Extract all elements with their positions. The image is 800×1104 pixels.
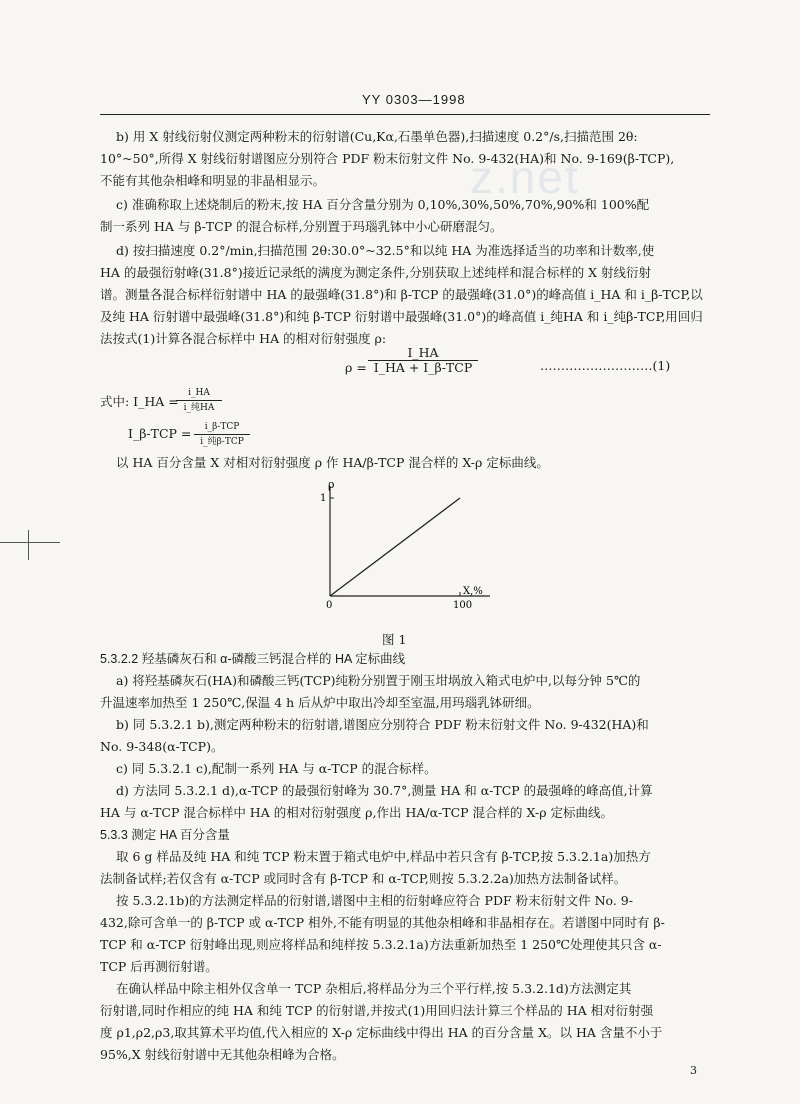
where-label-2: I_β-TCP =: [128, 426, 192, 441]
s533-p2-line: TCP 后再测衍射谱。: [100, 959, 218, 974]
where-fraction-2: [194, 420, 250, 449]
s5322-a-line: 升温速率加热至 1 250℃,保温 4 h 后从炉中取出冷却至室温,用玛瑙乳钵研细。: [100, 695, 540, 710]
s533-p2-line: TCP 和 α-TCP 衍射峰出现,则应将样品和纯样按 5.3.2.1a)方法重新加热至 1 250℃处理使其只含 α-: [100, 937, 662, 952]
x-axis-label: X,%: [463, 586, 483, 597]
calibration-line: [330, 498, 460, 596]
where-denominator-1: i_纯HA: [183, 403, 215, 413]
s533-p3-line: 95%,X 射线衍射谱中无其他杂相峰为合格。: [100, 1047, 345, 1062]
formula-1-tag: ………………………(1): [540, 358, 671, 373]
where-fraction-1: [176, 386, 222, 415]
y-axis-label: ρ: [328, 478, 335, 491]
calibration-chart: [300, 476, 500, 616]
where-label: 式中: I_HA =: [100, 394, 179, 409]
s5322-b-line: No. 9-348(α-TCP)。: [100, 739, 224, 754]
para-b1-line: 不能有其他杂相峰和明显的非晶相显示。: [100, 173, 326, 188]
y-tick-label: 1: [320, 493, 327, 504]
page-number: 3: [690, 1064, 697, 1077]
figure-caption: 图 1: [382, 632, 407, 647]
formula-1-numerator: I_HA: [368, 346, 478, 361]
x-tick-label: 0: [326, 600, 333, 611]
s5322-a-line: a) 将羟基磷灰石(HA)和磷酸三钙(TCP)纯粉分别置于刚玉坩埚放入箱式电炉中,以每分钟 5℃的: [116, 673, 641, 688]
crop-mark-horizontal: [0, 542, 60, 543]
s533-p3-line: 在确认样品中除主相外仅含单一 TCP 杂相后,将样品分为三个平行样,按 5.3.2.1d)方法测定其: [116, 981, 632, 996]
s533-p3-line: 度 ρ1,ρ2,ρ3,取其算术平均值,代入相应的 X-ρ 定标曲线中得出 HA 的百分含量 X。以 HA 含量不小于: [100, 1025, 663, 1040]
section-title-533: 5.3.3 测定 HA 百分含量: [100, 828, 230, 842]
s533-p2-line: 按 5.3.2.1b)的方法测定样品的衍射谱,谱图中主相的衍射峰应符合 PDF 粉末衍射文件 No. 9-: [116, 893, 633, 908]
watermark-text: z.net: [470, 151, 580, 203]
header-rule: [100, 114, 710, 115]
para-c1-line: 制一系列 HA 与 β-TCP 的混合标样,分别置于玛瑙乳钵中小心研磨混匀。: [100, 219, 503, 234]
para-d1-line: 谱。测量各混合标样衍射谱中 HA 的最强峰(31.8°)和 β-TCP 的最强峰(31.0°)的峰高值 i_HA 和 i_β-TCP,以: [100, 287, 703, 302]
formula-1-lhs: ρ =: [345, 360, 367, 375]
s5322-b-line: b) 同 5.3.2.1 b),测定两种粉末的衍射谱,谱图应分别符合 PDF 粉末衍射文件 No. 9-432(HA)和: [116, 717, 649, 732]
para-c1-line: c) 准确称取上述烧制后的粉末,按 HA 百分含量分别为 0,10%,30%,50%,70%,90%和 100%配: [116, 197, 650, 212]
formula-1-fraction: [368, 346, 478, 375]
para-b1-line: b) 用 X 射线衍射仪测定两种粉末的衍射谱(Cu,Kα,石墨单色器),扫描速度 0.2°/s,扫描范围 2θ:: [116, 129, 638, 144]
where-denominator-2: i_纯β-TCP: [200, 437, 244, 447]
crop-mark-vertical: [28, 530, 29, 560]
where-numerator-1: i_HA: [176, 386, 222, 401]
para-d1-line: 及纯 HA 衍射谱中最强峰(31.8°)和纯 β-TCP 衍射谱中最强峰(31.0°)的峰高值 i_纯HA 和 i_纯β-TCP,用回归: [100, 309, 703, 324]
para-d1-line: d) 按扫描速度 0.2°/min,扫描范围 2θ:30.0°~32.5°和以纯 HA 为准选择适当的功率和计数率,使: [116, 243, 655, 258]
para-b1-line: 10°~50°,所得 X 射线衍射谱图应分别符合 PDF 粉末衍射文件 No. 9-432(HA)和 No. 9-169(β-TCP),: [100, 151, 675, 166]
s533-p1-line: 取 6 g 样品及纯 HA 和纯 TCP 粉末置于箱式电炉中,样品中若只含有 β-TCP,按 5.3.2.1a)加热方: [116, 849, 651, 864]
s5322-d-line: d) 方法同 5.3.2.1 d),α-TCP 的最强衍射峰为 30.7°,测量 HA 和 α-TCP 的最强峰的峰高值,计算: [116, 783, 653, 798]
s5322-c-line: c) 同 5.3.2.1 c),配制一系列 HA 与 α-TCP 的混合标样。: [116, 761, 437, 776]
s5322-d-line: HA 与 α-TCP 混合标样中 HA 的相对衍射强度 ρ,作出 HA/α-TCP 混合样的 X-ρ 定标曲线。: [100, 805, 614, 820]
figure-intro-text: 以 HA 百分含量 X 对相对衍射强度 ρ 作 HA/β-TCP 混合样的 X-ρ 定标曲线。: [116, 455, 549, 470]
section-title-5322: 5.3.2.2 羟基磷灰石和 α-磷酸三钙混合样的 HA 定标曲线: [100, 652, 406, 666]
x-tick-label: 100: [453, 600, 473, 611]
s533-p1-line: 法制备试样;若仅含有 α-TCP 或同时含有 β-TCP 和 α-TCP,则按 5.3.2.2a)加热方法制备试样。: [100, 871, 627, 886]
page-header: YY 0303—1998: [362, 92, 466, 107]
s533-p2-line: 432,除可含单一的 β-TCP 或 α-TCP 相外,不能有明显的其他杂相峰和非晶相存在。若谱图中同时有 β-: [100, 915, 665, 930]
where-numerator-2: i_β-TCP: [194, 420, 250, 435]
s533-p3-line: 衍射谱,同时作相应的纯 HA 和纯 TCP 的衍射谱,并按式(1)用回归法计算三个样品的 HA 相对衍射强: [100, 1003, 654, 1018]
para-d1-line: HA 的最强衍射峰(31.8°)接近记录纸的满度为测定条件,分别获取上述纯样和混合标样的 X 射线衍射: [100, 265, 652, 280]
formula-1-denominator: I_HA + I_β-TCP: [373, 360, 473, 375]
para-d1-line: 法按式(1)计算各混合标样中 HA 的相对衍射强度 ρ:: [100, 331, 387, 346]
